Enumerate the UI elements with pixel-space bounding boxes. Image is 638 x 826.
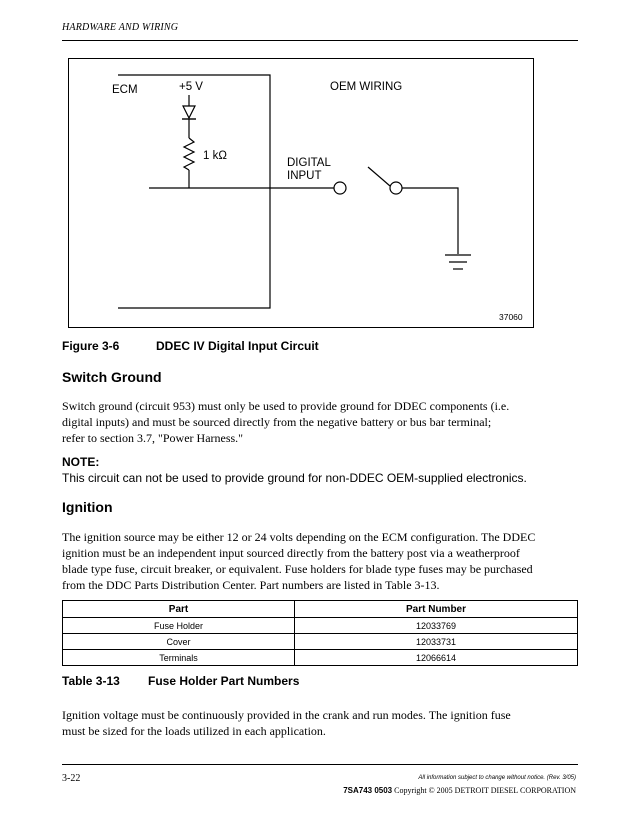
fuse-holder-parts-table bbox=[62, 600, 578, 666]
resistor-label: 1 kΩ bbox=[203, 150, 227, 162]
figure-frame bbox=[69, 59, 534, 328]
column-header-part-number: Part Number bbox=[295, 601, 578, 618]
paragraph-line: Ignition voltage must be continuously provided in the crank and run modes. The ignition fuse bbox=[62, 708, 511, 722]
ignition-voltage-paragraph bbox=[62, 707, 552, 739]
figure-title: DDEC IV Digital Input Circuit bbox=[156, 339, 319, 353]
document-id: 7SA743 0503 bbox=[343, 786, 393, 795]
switch-ground-paragraph bbox=[62, 398, 552, 446]
switch-terminal bbox=[390, 182, 402, 194]
paragraph-line: must be sized for the loads utilized in each application. bbox=[62, 724, 326, 738]
part-number-cell: 12033769 bbox=[295, 618, 578, 634]
column-header-part: Part bbox=[63, 601, 295, 618]
table-title: Fuse Holder Part Numbers bbox=[148, 674, 300, 688]
ground-wire bbox=[402, 188, 458, 254]
part-name-cell: Fuse Holder bbox=[63, 618, 295, 634]
figure-number: Figure 3-6 bbox=[62, 339, 120, 353]
note-text: This circuit can not be used to provide ground for non-DDEC OEM-supplied electronics. bbox=[62, 471, 527, 485]
resistor-symbol bbox=[184, 138, 194, 170]
figure-id: 37060 bbox=[499, 312, 523, 322]
part-name-cell: Cover bbox=[63, 634, 295, 650]
table-row bbox=[63, 618, 578, 634]
digital-input-circuit-diagram bbox=[68, 58, 534, 328]
paragraph-line: The ignition source may be either 12 or 24 volts depending on the ECM configuration. The DDEC bbox=[62, 530, 536, 544]
table-row bbox=[63, 650, 578, 666]
note-label: NOTE: bbox=[62, 455, 100, 469]
footer-notice: All information subject to change without notice. (Rev. 3/05) bbox=[418, 775, 576, 781]
footer-doc-info bbox=[343, 786, 576, 795]
copyright: Copyright © 2005 DETROIT DIESEL CORPORATION bbox=[394, 786, 576, 795]
header-rule bbox=[62, 40, 578, 41]
running-header: HARDWARE AND WIRING bbox=[62, 22, 179, 33]
part-number-cell: 12033731 bbox=[295, 634, 578, 650]
oem-wiring-label: OEM WIRING bbox=[330, 81, 403, 93]
table-caption bbox=[62, 674, 299, 688]
ignition-paragraph bbox=[62, 529, 562, 593]
plus5v-label: +5 V bbox=[179, 81, 203, 93]
paragraph-line: ignition must be an independent input sourced directly from the battery post via a weatherproof bbox=[62, 546, 520, 560]
ecm-boundary bbox=[118, 75, 270, 308]
paragraph-line: from the DDC Parts Distribution Center. Part numbers are listed in Table 3-13. bbox=[62, 578, 440, 592]
input-label: INPUT bbox=[287, 170, 322, 182]
switch-ground-heading: Switch Ground bbox=[62, 369, 162, 385]
paragraph-line: digital inputs) and must be sourced directly from the negative battery or bus bar terminal; bbox=[62, 415, 492, 429]
diode-symbol bbox=[183, 106, 195, 118]
figure-caption bbox=[62, 339, 319, 353]
table-header-row bbox=[63, 601, 578, 618]
paragraph-line: Switch ground (circuit 953) must only be used to provide ground for DDEC components (i.e. bbox=[62, 399, 510, 413]
part-name-cell: Terminals bbox=[63, 650, 295, 666]
paragraph-line: refer to section 3.7, "Power Harness." bbox=[62, 431, 244, 445]
ignition-heading: Ignition bbox=[62, 499, 113, 515]
paragraph-line: blade type fuse, circuit breaker, or equivalent. Fuse holders for blade type fuses may be purchased bbox=[62, 562, 533, 576]
footer-rule bbox=[62, 764, 578, 765]
part-number-cell: 12066614 bbox=[295, 650, 578, 666]
digital-label: DIGITAL bbox=[287, 157, 331, 169]
switch-blade bbox=[368, 167, 390, 186]
table-number: Table 3-13 bbox=[62, 674, 120, 688]
ecm-label: ECM bbox=[112, 84, 138, 96]
input-terminal bbox=[334, 182, 346, 194]
table-row bbox=[63, 634, 578, 650]
page-number: 3-22 bbox=[62, 773, 81, 784]
